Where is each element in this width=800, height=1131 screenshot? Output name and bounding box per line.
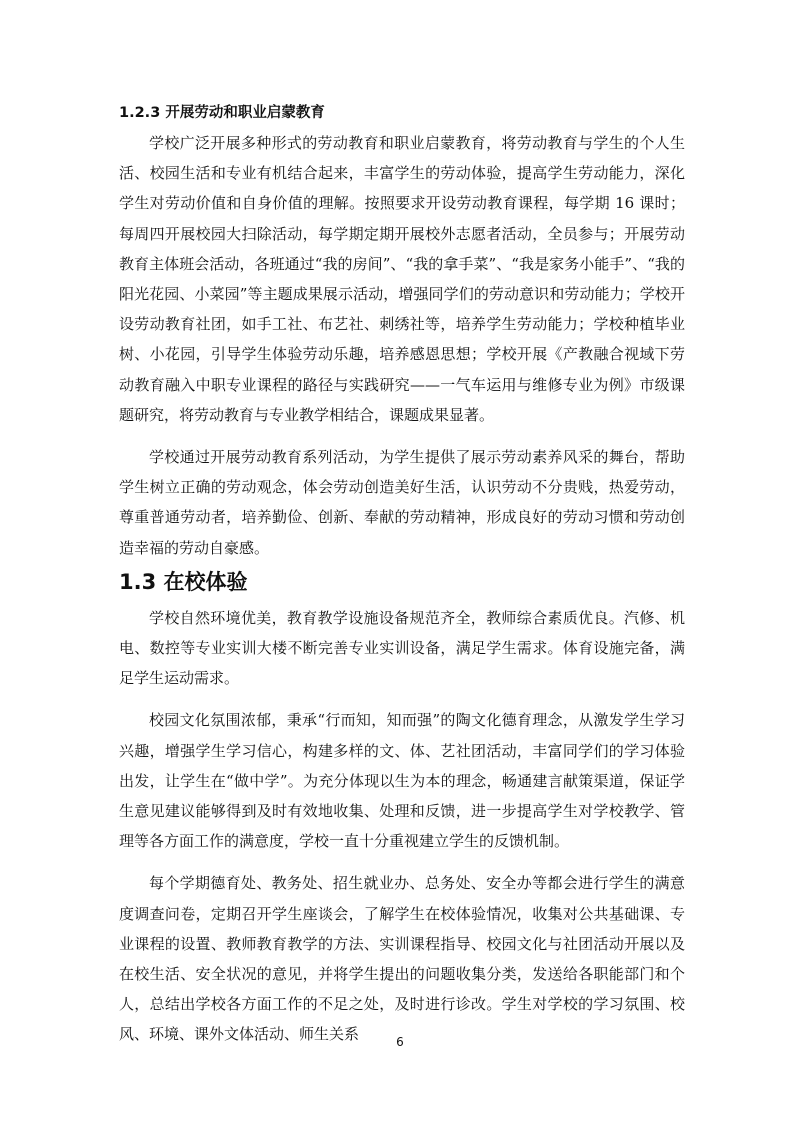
paragraph: 学校广泛开展多种形式的劳动教育和职业启蒙教育，将劳动教育与学生的个人生活、校园生活和专业有机结合起来，丰富学生的劳动体验，提高学生劳动能力，深化学生对劳动价值和自身价值的理解。按照要求开设劳动教育课程，每学期 16 课时；每周四开展校园大扫除活动，每学期定期开展校外志愿者活动，全员参与；开展劳动教育主体班会活动，各班通过“我的房间”、“我的拿手菜”、“我是家务小能手”、“我的阳光花园、小菜园”等主题成果展示活动，增强同学们的劳动意识和劳动能力；学校开设劳动教育社团，如手工社、布艺社、刺绣社等，培养学生劳动能力；学校种植毕业树、小花园，引导学生体验劳动乐趣，培养感恩思想；学校开展《产教融合视域下劳动教育融入中职专业课程的路径与实践研究——一气车运用与维修专业为例》市级课题研究，将劳动教育与专业教学相结合，课题成果显著。 [119, 134, 685, 424]
paragraph: 每个学期德育处、教务处、招生就业办、总务处、安全办等都会进行学生的满意度调查问卷，定期召开学生座谈会，了解学生在校体验情况，收集对公共基础课、专业课程的设置、教师教育教学的方法、实训课程指导、校园文化与社团活动开展以及在校生活、安全状况的意见，并将学生提出的问题收集分类，发送给各职能部门和个人，总结出学校各方面工作的不足之处，及时进行诊改。学生对学校的学习氛围、校风、环境、课外文体活动、师生关系 [119, 874, 685, 1044]
paragraph: 学校自然环境优美，教育教学设施设备规范齐全，教师综合素质优良。汽修、机电、数控等专业实训大楼不断完善专业实训设备，满足学生需求。体育设施完备，满足学生运动需求。 [119, 608, 685, 688]
section-heading-1-3: 1.3 在校体验 [119, 569, 248, 594]
paragraph: 学校通过开展劳动教育系列活动，为学生提供了展示劳动素养风采的舞台，帮助学生树立正确的劳动观念，体会劳动创造美好生活，认识劳动不分贵贱，热爱劳动，尊重普通劳动者，培养勤俭、创新、奉献的劳动精神，形成良好的劳动习惯和劳动创造幸福的劳动自豪感。 [119, 448, 685, 557]
page-number: 6 [396, 1035, 404, 1049]
page-content [119, 104, 685, 1050]
subsection-heading-1-2-3: 1.2.3 开展劳动和职业启蒙教育 [119, 105, 325, 121]
paragraph: 校园文化氛围浓郁，秉承“行而知，知而强”的陶文化德育理念，从激发学生学习兴趣，增强学生学习信心，构建多样的文、体、艺社团活动，丰富同学们的学习体验出发，让学生在“做中学”。为充分体现以生为本的理念，畅通建言献策渠道，保证学生意见建议能够得到及时有效地收集、处理和反馈，进一步提高学生对学校教学、管理等各方面工作的满意度，学校一直十分重视建立学生的反馈机制。 [119, 711, 685, 851]
